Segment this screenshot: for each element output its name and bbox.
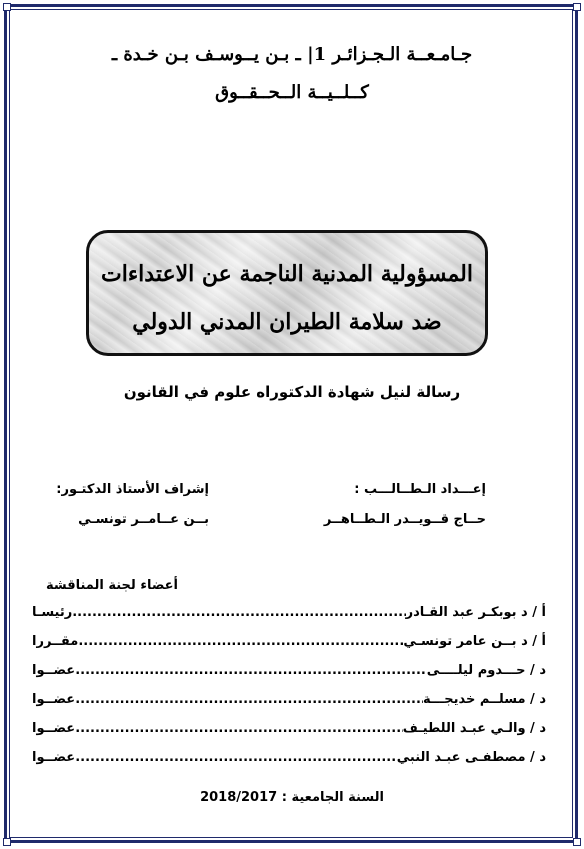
student-label: إعـــداد الـطــالـــب : — [354, 482, 486, 497]
committee-member-row — [32, 634, 546, 652]
committee-member-row — [32, 750, 546, 768]
academic-year: السنة الجامعية : 2018/2017 — [200, 790, 384, 805]
dot-leader — [78, 634, 403, 649]
member-role: مقــررا — [32, 634, 79, 649]
supervisor-name: بــن عــامــر تونسـي — [78, 512, 209, 527]
committee-member-row — [32, 721, 546, 739]
member-name: أ / د بــن عامر تونسـي — [403, 634, 546, 649]
thesis-title-line-1: المسؤولية المدنية الناجمة عن الاعتداءات — [101, 261, 473, 287]
member-name: د / مصطفـى عبـد النبي — [396, 750, 546, 765]
member-role: رئيسـا — [32, 605, 73, 620]
member-role: عضــوا — [32, 692, 76, 707]
faculty-name: كــلــيــة الــحــقــوق — [215, 82, 369, 103]
member-name: د / مسلــم خديجـــة — [422, 692, 546, 707]
dot-leader — [75, 750, 397, 765]
thesis-title-line-2: ضد سلامة الطيران المدني الدولي — [132, 309, 442, 335]
member-role: عضــوا — [32, 663, 76, 678]
university-name: جـامـعــة الـجـزائـر 1| ـ بـن يــوسـف بـن خـدة ـ — [111, 44, 473, 65]
dot-leader — [72, 605, 405, 620]
member-name: د / حـــدوم ليلــــى — [426, 663, 546, 678]
dot-leader — [75, 692, 423, 707]
member-role: عضــوا — [32, 750, 76, 765]
dot-leader — [75, 721, 403, 736]
supervisor-label: إشراف الأستاذ الدكتـور: — [56, 482, 209, 497]
member-name: أ / د بوبكـر عبد القـادر — [405, 605, 546, 620]
corner-ornament — [573, 3, 581, 11]
committee-title: أعضاء لجنة المناقشة — [45, 578, 178, 593]
corner-ornament — [573, 838, 581, 846]
page-border-inner — [9, 9, 573, 838]
student-name: حــاج قــويــدر الـطــاهــر — [323, 512, 486, 527]
dot-leader — [75, 663, 427, 678]
thesis-title-box — [86, 230, 488, 356]
committee-member-row — [32, 663, 546, 681]
committee-member-row — [32, 605, 546, 623]
corner-ornament — [3, 3, 11, 11]
member-role: عضــوا — [32, 721, 76, 736]
member-name: د / والـي عبـد اللطيـف — [402, 721, 546, 736]
corner-ornament — [3, 838, 11, 846]
degree-subtitle: رسالة لنيل شهادة الدكتوراه علوم في القانون — [123, 383, 461, 401]
committee-member-row — [32, 692, 546, 710]
